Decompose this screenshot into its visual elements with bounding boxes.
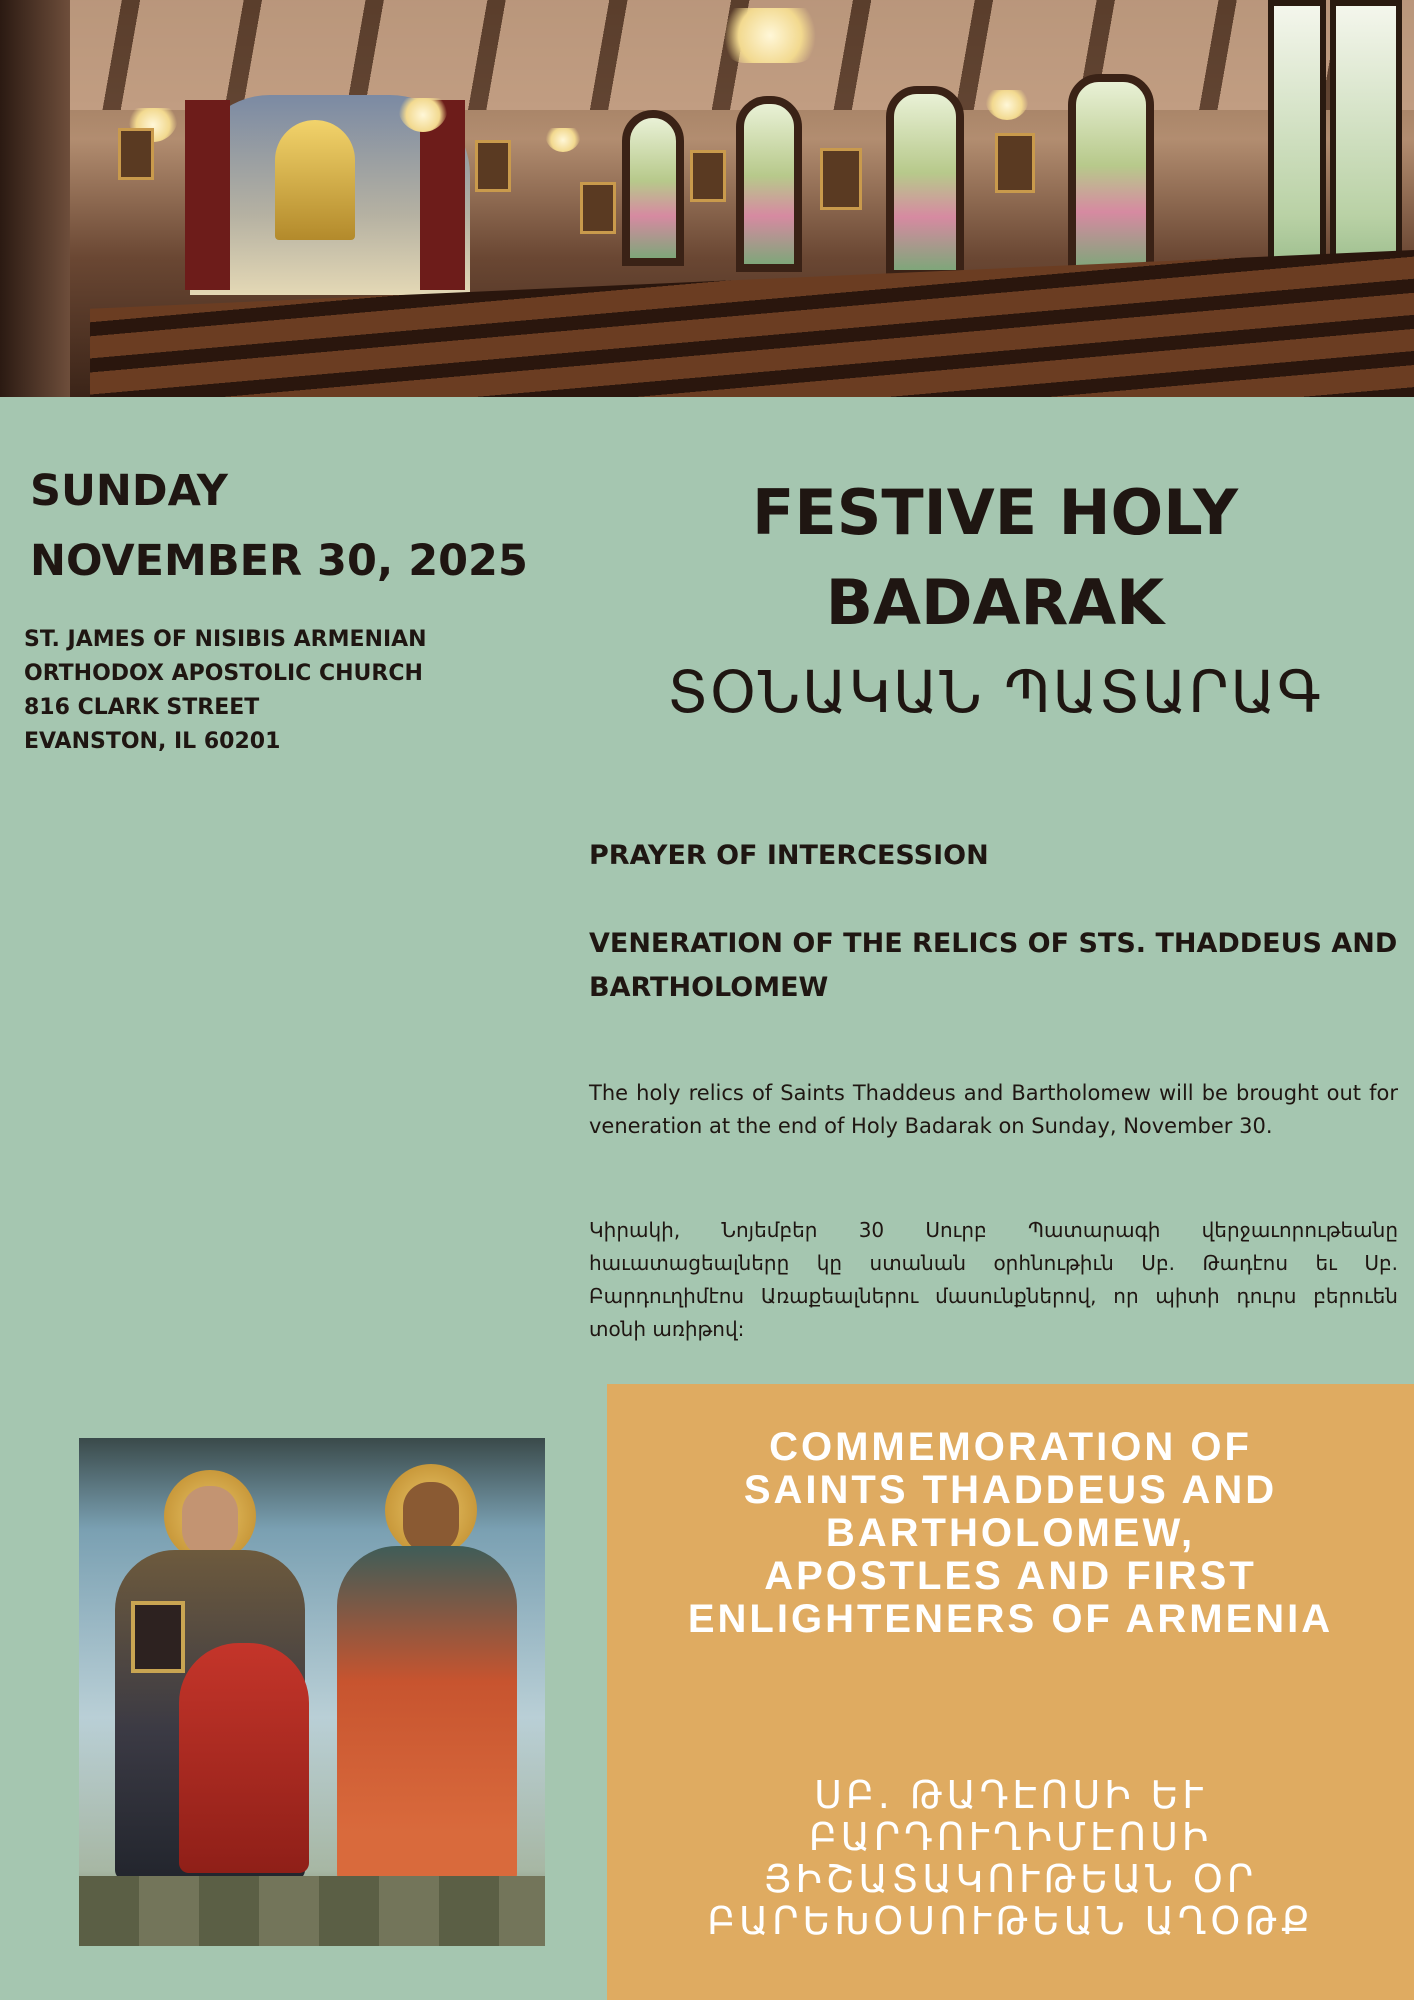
wall-icon — [690, 150, 726, 202]
saint-bartholomew-robe — [337, 1546, 517, 1884]
armenian-paragraph: Կիրակի, Նոյեմբեր 30 Սուրբ Պատարագի վերջաւորութեանը հաւատացեալները կը ստանան օրհնութիւն Սբ. Թադէոս եւ Սբ. Բարդուղիմէոս Առաքեալներու մասունքներով, որ պիտի դուրս բերուեն տօնի առիթով: — [589, 1218, 1398, 1341]
commemoration-line: SAINTS THADDEUS AND — [743, 1468, 1278, 1512]
chandelier — [985, 90, 1029, 120]
address-line: EVANSTON, IL 60201 — [24, 729, 281, 754]
commemoration-arm-line: ՍԲ. ԹԱԴԷՈՍԻ ԵՒ — [814, 1773, 1207, 1817]
church-interior-photo — [0, 0, 1414, 397]
commemoration-arm-line: ԲԱՐԴՈՒՂԻՄԷՈՍԻ — [808, 1815, 1213, 1859]
commemoration-armenian — [607, 1774, 1414, 1942]
altar — [275, 120, 355, 240]
commemoration-line: BARTHOLOMEW, — [825, 1511, 1196, 1555]
prayer-heading: PRAYER OF INTERCESSION — [589, 840, 989, 871]
address-line: 816 CLARK STREET — [24, 695, 260, 720]
address-line: ST. JAMES OF NISIBIS ARMENIAN — [24, 627, 427, 652]
saint-thaddeus-cloak — [179, 1643, 309, 1873]
wall-icon — [995, 133, 1035, 193]
veneration-heading: VENERATION OF THE RELICS OF STS. THADDEUS AND BARTHOLOMEW — [589, 928, 1398, 1003]
commemoration-line: ENLIGHTENERS OF ARMENIA — [687, 1597, 1334, 1641]
ceiling-beams — [0, 0, 1414, 110]
chandelier — [720, 8, 820, 63]
saints-icon-painting — [79, 1438, 545, 1946]
wall-icon — [475, 140, 511, 192]
chandelier — [545, 128, 581, 152]
wall-icon — [118, 128, 154, 180]
saint-thaddeus-face — [182, 1486, 238, 1558]
event-date — [30, 456, 528, 596]
commemoration-line: COMMEMORATION OF — [769, 1425, 1252, 1469]
saint-bartholomew-face — [403, 1482, 459, 1554]
event-title — [590, 468, 1400, 648]
stained-glass-window — [886, 86, 964, 278]
altar-curtain-left — [185, 100, 230, 290]
stained-glass-window — [736, 96, 802, 272]
address-line: ORTHODOX APOSTOLIC CHURCH — [24, 661, 423, 686]
stained-glass-window — [622, 110, 684, 266]
commemoration-arm-line: ԲԱՐԵԽՕՍՈՒԹԵԱՆ ԱՂՕԹՔ — [707, 1899, 1314, 1943]
commemoration-line: APOSTLES AND FIRST — [764, 1554, 1257, 1598]
event-full-date: NOVEMBER 30, 2025 — [30, 536, 528, 586]
english-paragraph: The holy relics of Saints Thaddeus and Bartholomew will be brought out for veneration at the end of Holy Badarak on Sunday, November 30. — [589, 1081, 1398, 1138]
commemoration-arm-line: ՅԻՇԱՏԱԿՈՒԹԵԱՆ ՕՐ — [763, 1857, 1258, 1901]
event-day: SUNDAY — [30, 466, 228, 516]
title-line-2: BADARAK — [825, 566, 1165, 639]
title-line-1: FESTIVE HOLY — [752, 476, 1238, 549]
small-icon-in-hand — [131, 1601, 185, 1673]
stained-glass-window — [1068, 74, 1154, 276]
painted-floor — [79, 1876, 545, 1946]
wall-icon — [820, 148, 862, 210]
commemoration-box — [607, 1384, 1414, 2000]
event-title-armenian: ՏՕՆԱԿԱՆ ՊԱՏԱՐԱԳ — [667, 658, 1323, 726]
commemoration-english — [607, 1426, 1414, 1641]
wall-icon — [580, 182, 616, 234]
church-address — [24, 623, 427, 759]
left-wall — [0, 0, 70, 397]
